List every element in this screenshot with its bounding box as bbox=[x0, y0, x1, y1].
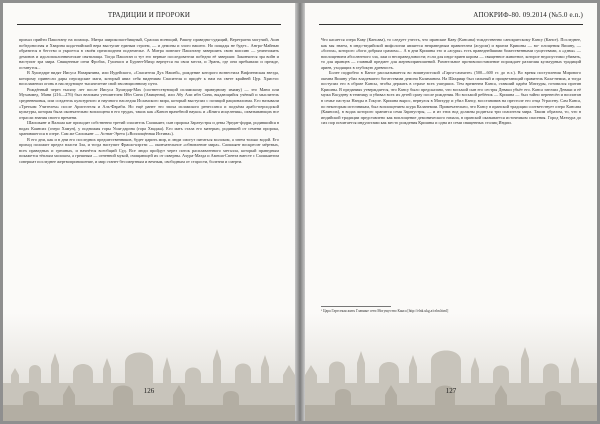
page-header: ТРАДИЦИИ И ПРОРОКИ bbox=[107, 11, 191, 19]
paragraph: Рождённый через тысячу лет после Иисуса Хушедар-Мах (соответствующий исламскому праведному имаму) — это Мани или Мухаммед. Мани (216—276) был великим утешителем Ибн Сина (Авиценна), или Абу Али ибн Сина, выдающийся учёный и мыслитель средневековья, или создатель культурного и научного наследия Исламского мира, который выступил с позиций рационализма. Его называли «Третьим Учителем» после Аристотеля и Аль-Фараби. Но ещё ранее это эпоха исламского ренессанса и подъёма арабо-персидской культуры, которая была окончательно воплощена в его трудах, таких как «Канон врачебной науки» и «Книга исцеления», охватывающих все отрасли знания своего времени. bbox=[19, 86, 279, 120]
header-rule bbox=[319, 24, 583, 25]
page-header: АПОКРИФ-80. 09.2014 (№5.0 e.n.) bbox=[473, 11, 583, 19]
left-page bbox=[3, 3, 295, 421]
page-number: 127 bbox=[445, 387, 457, 395]
right-page bbox=[305, 3, 597, 421]
paragraph: прихал прийти Пашотану на помощь. Митра широкопастбищный, Сраоша всеющий, Рашну праведно-судящий, Веретрагна могучий, Ашн победоносная и Хварэна кида-нийский вера выступят единым строем, — и демоны и злого нашего. Но пощады не будет... Ангро-Майнью обратится в бегство и укроется в своём преисподнем подземелье. А Митра повелит Пашотану завершить свою миссию — уничтожить демонов и идолопоклоннические святилища. Тогда Пашотан и тут его верные последователи победно её завершат. Закончится эра войн и наступит эра мира. Священные огни Фробах, Гушнасп и Бурзен-Михр вернутся на свои места, и Эрань, где они пребывали и прежде, останутся... bbox=[19, 37, 279, 70]
footnote-rule bbox=[321, 306, 391, 307]
city-skyline-ornament bbox=[3, 313, 295, 421]
page-body bbox=[19, 37, 279, 289]
paragraph: Что касается озера Каву (Кансава), то следует учесть, что иранские Каву (Кансава) тождественно санскритскому Кансу (Кансе). Последнее, как мы знаем, в индо-ведийской мифологии является неправедным правителем (асуром) и врагом Кришны — во- площения Вишну, — «богом», которого «боги добрым срамом»... А в дни Кришны это и «асуры» есть праведнейшими божественными существами, а «дэвы» — воплощением абсолютного зла, лжи и несправедливости; если для индо-ариев корова — священное животное, которое недопустимо убивать, то для иранцев — главный предмет для жертвоприношений. Разительное противопоставление порождает различия культурных традиций ариев, уходящих в глубокую древность. bbox=[321, 37, 581, 70]
paragraph: В Хушедаре видят Иисуса Назарянина, или Иудейского, «Спасителя Дух Нашей», рождение которого возвестила Вифлеемская звезда, которому принесли дары персидские маги, который явил себя видениям Спасителя и придёт к нам на свете крайней Цур. Христос воспламенил огонь в наследующее тысячелетие свой эволюционному пути. bbox=[19, 70, 279, 87]
paragraph: Шаошьянт и Вальма кат приходит собственно третий спаситель Саошьянт, сын пророка Заратустры и девы Эредат-фэдри, родившийся в водах Каянсих (озеро Хамун), у подножия горы Уши-дарэна (гора Хваджа). Его мать стала его матерью, родившей от семени пророка, хранившегося в озере. Сам же Саошьянт — Астват-Эрета («Воплощённая Истина»). bbox=[19, 120, 279, 137]
city-skyline-ornament bbox=[305, 313, 597, 421]
page-number: 126 bbox=[143, 387, 155, 395]
page-body bbox=[321, 37, 581, 289]
book-gutter bbox=[295, 3, 305, 421]
header-rule bbox=[17, 24, 281, 25]
paragraph: Более подробно в Кансе рассказывается во вишнуистской «Гарга-самхите» (500—600 гг. до н.э.). Во время поступления Мирового океана Вишну убил владевшего богатствами демона Калиманом. На Шахрияр был сильный и процветающий правитель Кала-немиа, и тогда поступил его в образе Кансы, чтобы держать в страхе всех ушедших. Тем временем Канса, ставший царём Матхуры, готовился против Кришны. В преданиях утверждается, что Кансу было предсказано, что восьмой сын его сестры Деваки убьёт его. Канса заточил Деваки и её мужа Васудеву в темницу и убивал всех их детей сразу после рождения. Но восьмой ребёнок — Кришна — был тайно перенесён и воспитан в семье пастуха Нанды в Гокуле. Кришна вырос, вернулся в Матхуру и убил Кансу, восстановив на престоле его отца Уграсену. Сам Канса, по некоторым источникам, был воплощением асура Каланемии. Примечательно, что Кансу в иранской традиции соответствует озеро Кансава (Каянсих), в водах которого хранится семя Заратустры, — и из этих вод должны родиться три спасителя мира. Таким образом, то, что в индийской традиции представлено как воплощение демонического начала, в иранской оказывается источником спасения. Город Матхура до сих пор почитается индуистами как место рождения Кришны и одна из семи священных столиц Индии. bbox=[321, 70, 581, 126]
paragraph: В его дни, как и в дни его последних предшественников, будет царить мир, и люди смогут питаться молоком, а затем только водой. Его приход положит предел власти Зла, и тогда наступит Фрашо-кэрэти — окончательное «обновление мира». Саошьянт воскресит мёртвых, всех праведных и грешных, и начнётся всеобщий Суд. Все люди пройдут через поток расплавленного металла, который праведным покажется тёплым молоком, а грешным — огненной мукой, очищающей их от скверны. Ахура-Мазда и Амеша-Спента вместе с Саошьянтом совершат последнее жертвоприношение, и мир станет бессмертным и вечным, свободным от старости, болезни и смерти. bbox=[19, 136, 279, 165]
footnote: ¹ Цара Гартсекая жить Главные сети Могущество Канса [http://elnk.ukg.a/rzhn.html] bbox=[321, 309, 449, 313]
